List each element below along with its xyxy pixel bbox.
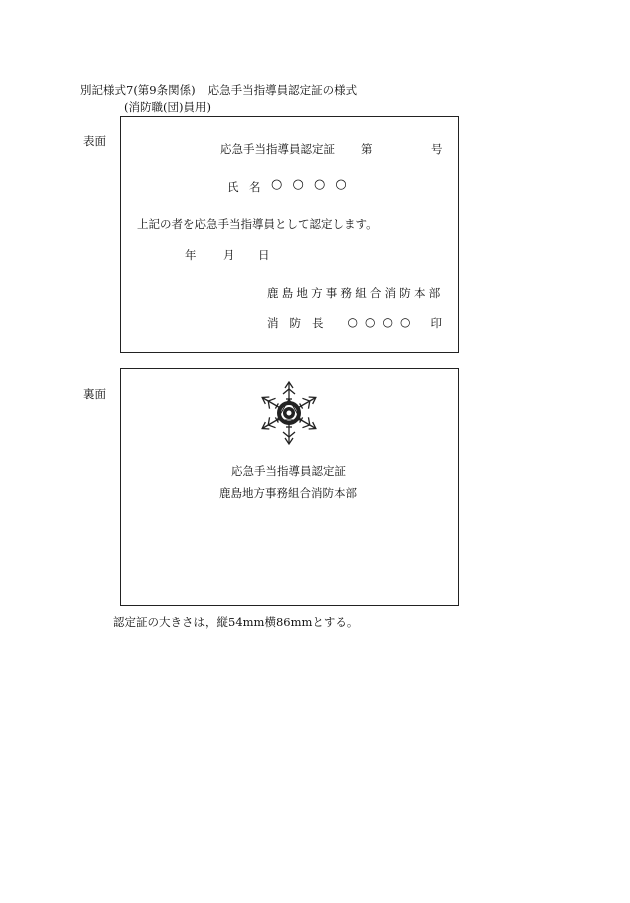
chief-line: [267, 315, 442, 331]
fire-department-emblem-icon: [254, 378, 324, 448]
form-number: 別記様式7(第9条関係): [80, 83, 196, 97]
front-organization: 鹿島地方事務組合消防本部: [267, 286, 444, 300]
form-subtitle: 応急手当指導員認定証の様式: [207, 83, 358, 97]
back-cert-title: 応急手当指導員認定証: [231, 464, 346, 478]
front-number-go: 号: [431, 142, 443, 156]
date-month: 月: [223, 248, 235, 262]
name-label-shi: 氏: [227, 180, 239, 194]
seal-mark: 印: [430, 316, 442, 330]
front-number-dai: 第: [361, 142, 373, 156]
name-value: ○ ○ ○ ○: [271, 177, 347, 192]
back-organization: 鹿島地方事務組合消防本部: [219, 486, 357, 500]
date-day: 日: [258, 248, 270, 262]
form-title: [80, 82, 357, 98]
front-card: [120, 116, 459, 353]
name-label-mei: 名: [249, 180, 261, 194]
back-label: 裏面: [83, 387, 106, 401]
front-label: 表面: [83, 134, 106, 148]
size-footnote: 認定証の大きさは，縦54mm横86mmとする。: [113, 615, 359, 629]
date-year: 年: [185, 248, 197, 262]
back-card: [120, 368, 459, 606]
front-cert-title: 応急手当指導員認定証: [220, 142, 335, 156]
chief-label: 消防長: [267, 316, 335, 330]
chief-name: ○○○○: [347, 315, 418, 329]
form-subnote: (消防職(団)員用): [124, 100, 211, 114]
certification-statement: 上記の者を応急手当指導員として認定します。: [137, 217, 378, 231]
